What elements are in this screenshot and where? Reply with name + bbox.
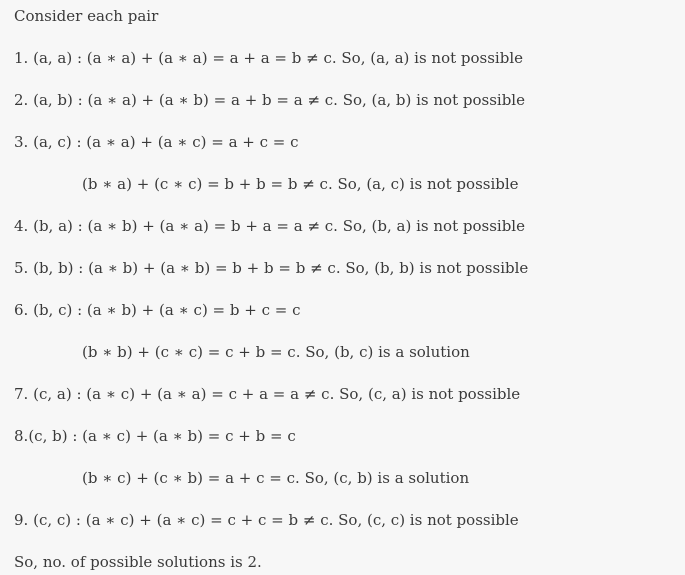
pair-line-1: [14, 48, 523, 68]
conclusion-text: So, (a, a) is not possible: [341, 49, 523, 67]
pair-line-3-continued: [82, 174, 519, 194]
pair-line-4: [14, 216, 525, 236]
conclusion-text: So, (c, b) is a solution: [304, 469, 470, 487]
math-expression: (c, a) : (a ∗ c) + (a ∗ a) = c + a = a ≠ c.: [33, 385, 340, 403]
conclusion-text: So, (b, c) is a solution: [305, 343, 470, 361]
math-expression: (a, a) : (a ∗ a) + (a ∗ a) = a + a = b ≠ c.: [33, 49, 342, 67]
line-number: 5.: [14, 259, 34, 277]
math-expression: (b ∗ c) + (c ∗ b) = a + c = c.: [82, 469, 305, 487]
math-expression: (b ∗ b) + (c ∗ c) = c + b = c.: [82, 343, 306, 361]
pair-line-6-continued: [82, 342, 470, 362]
line-number: 9.: [14, 511, 34, 529]
conclusion-text: So, (b, b) is not possible: [345, 259, 529, 277]
pair-line-2: [14, 90, 525, 110]
pair-line-8-continued: [82, 468, 469, 488]
conclusion-text: So, (c, a) is not possible: [339, 385, 521, 403]
conclusion-text: So, (c, c) is not possible: [338, 511, 519, 529]
pair-line-8: [14, 426, 296, 446]
line-number: 3.: [14, 133, 34, 151]
math-expression: (b, a) : (a ∗ b) + (a ∗ a) = b + a = a ≠ c.: [33, 217, 343, 235]
line-number: 7.: [14, 385, 34, 403]
line-number: 8.: [14, 427, 29, 445]
line-number: 6.: [14, 301, 34, 319]
conclusion-text: So, (a, b) is not possible: [342, 91, 525, 109]
line-number: 2.: [14, 91, 34, 109]
conclusion-text: So, (b, a) is not possible: [342, 217, 525, 235]
final-conclusion: So, no. of possible solutions is 2.: [14, 553, 262, 571]
intro-text: Consider each pair: [14, 7, 159, 25]
line-number: 1.: [14, 49, 34, 67]
math-expression: (a, b) : (a ∗ a) + (a ∗ b) = a + b = a ≠ c.: [33, 91, 343, 109]
math-expression: (b ∗ a) + (c ∗ c) = b + b = b ≠ c.: [82, 175, 338, 193]
pair-line-9: [14, 510, 519, 530]
conclusion-text: So, (a, c) is not possible: [337, 175, 519, 193]
math-expression: (b, c) : (a ∗ b) + (a ∗ c) = b + c = c: [33, 301, 301, 319]
line-number: 4.: [14, 217, 34, 235]
pair-line-5: [14, 258, 528, 278]
pair-line-3: [14, 132, 299, 152]
pair-line-6: [14, 300, 301, 320]
pair-line-7: [14, 384, 520, 404]
math-expression: (c, b) : (a ∗ c) + (a ∗ b) = c + b = c: [28, 427, 296, 445]
math-expression: (c, c) : (a ∗ c) + (a ∗ c) = c + c = b ≠ c.: [33, 511, 339, 529]
math-expression: (a, c) : (a ∗ a) + (a ∗ c) = a + c = c: [33, 133, 299, 151]
math-expression: (b, b) : (a ∗ b) + (a ∗ b) = b + b = b ≠ c.: [33, 259, 346, 277]
